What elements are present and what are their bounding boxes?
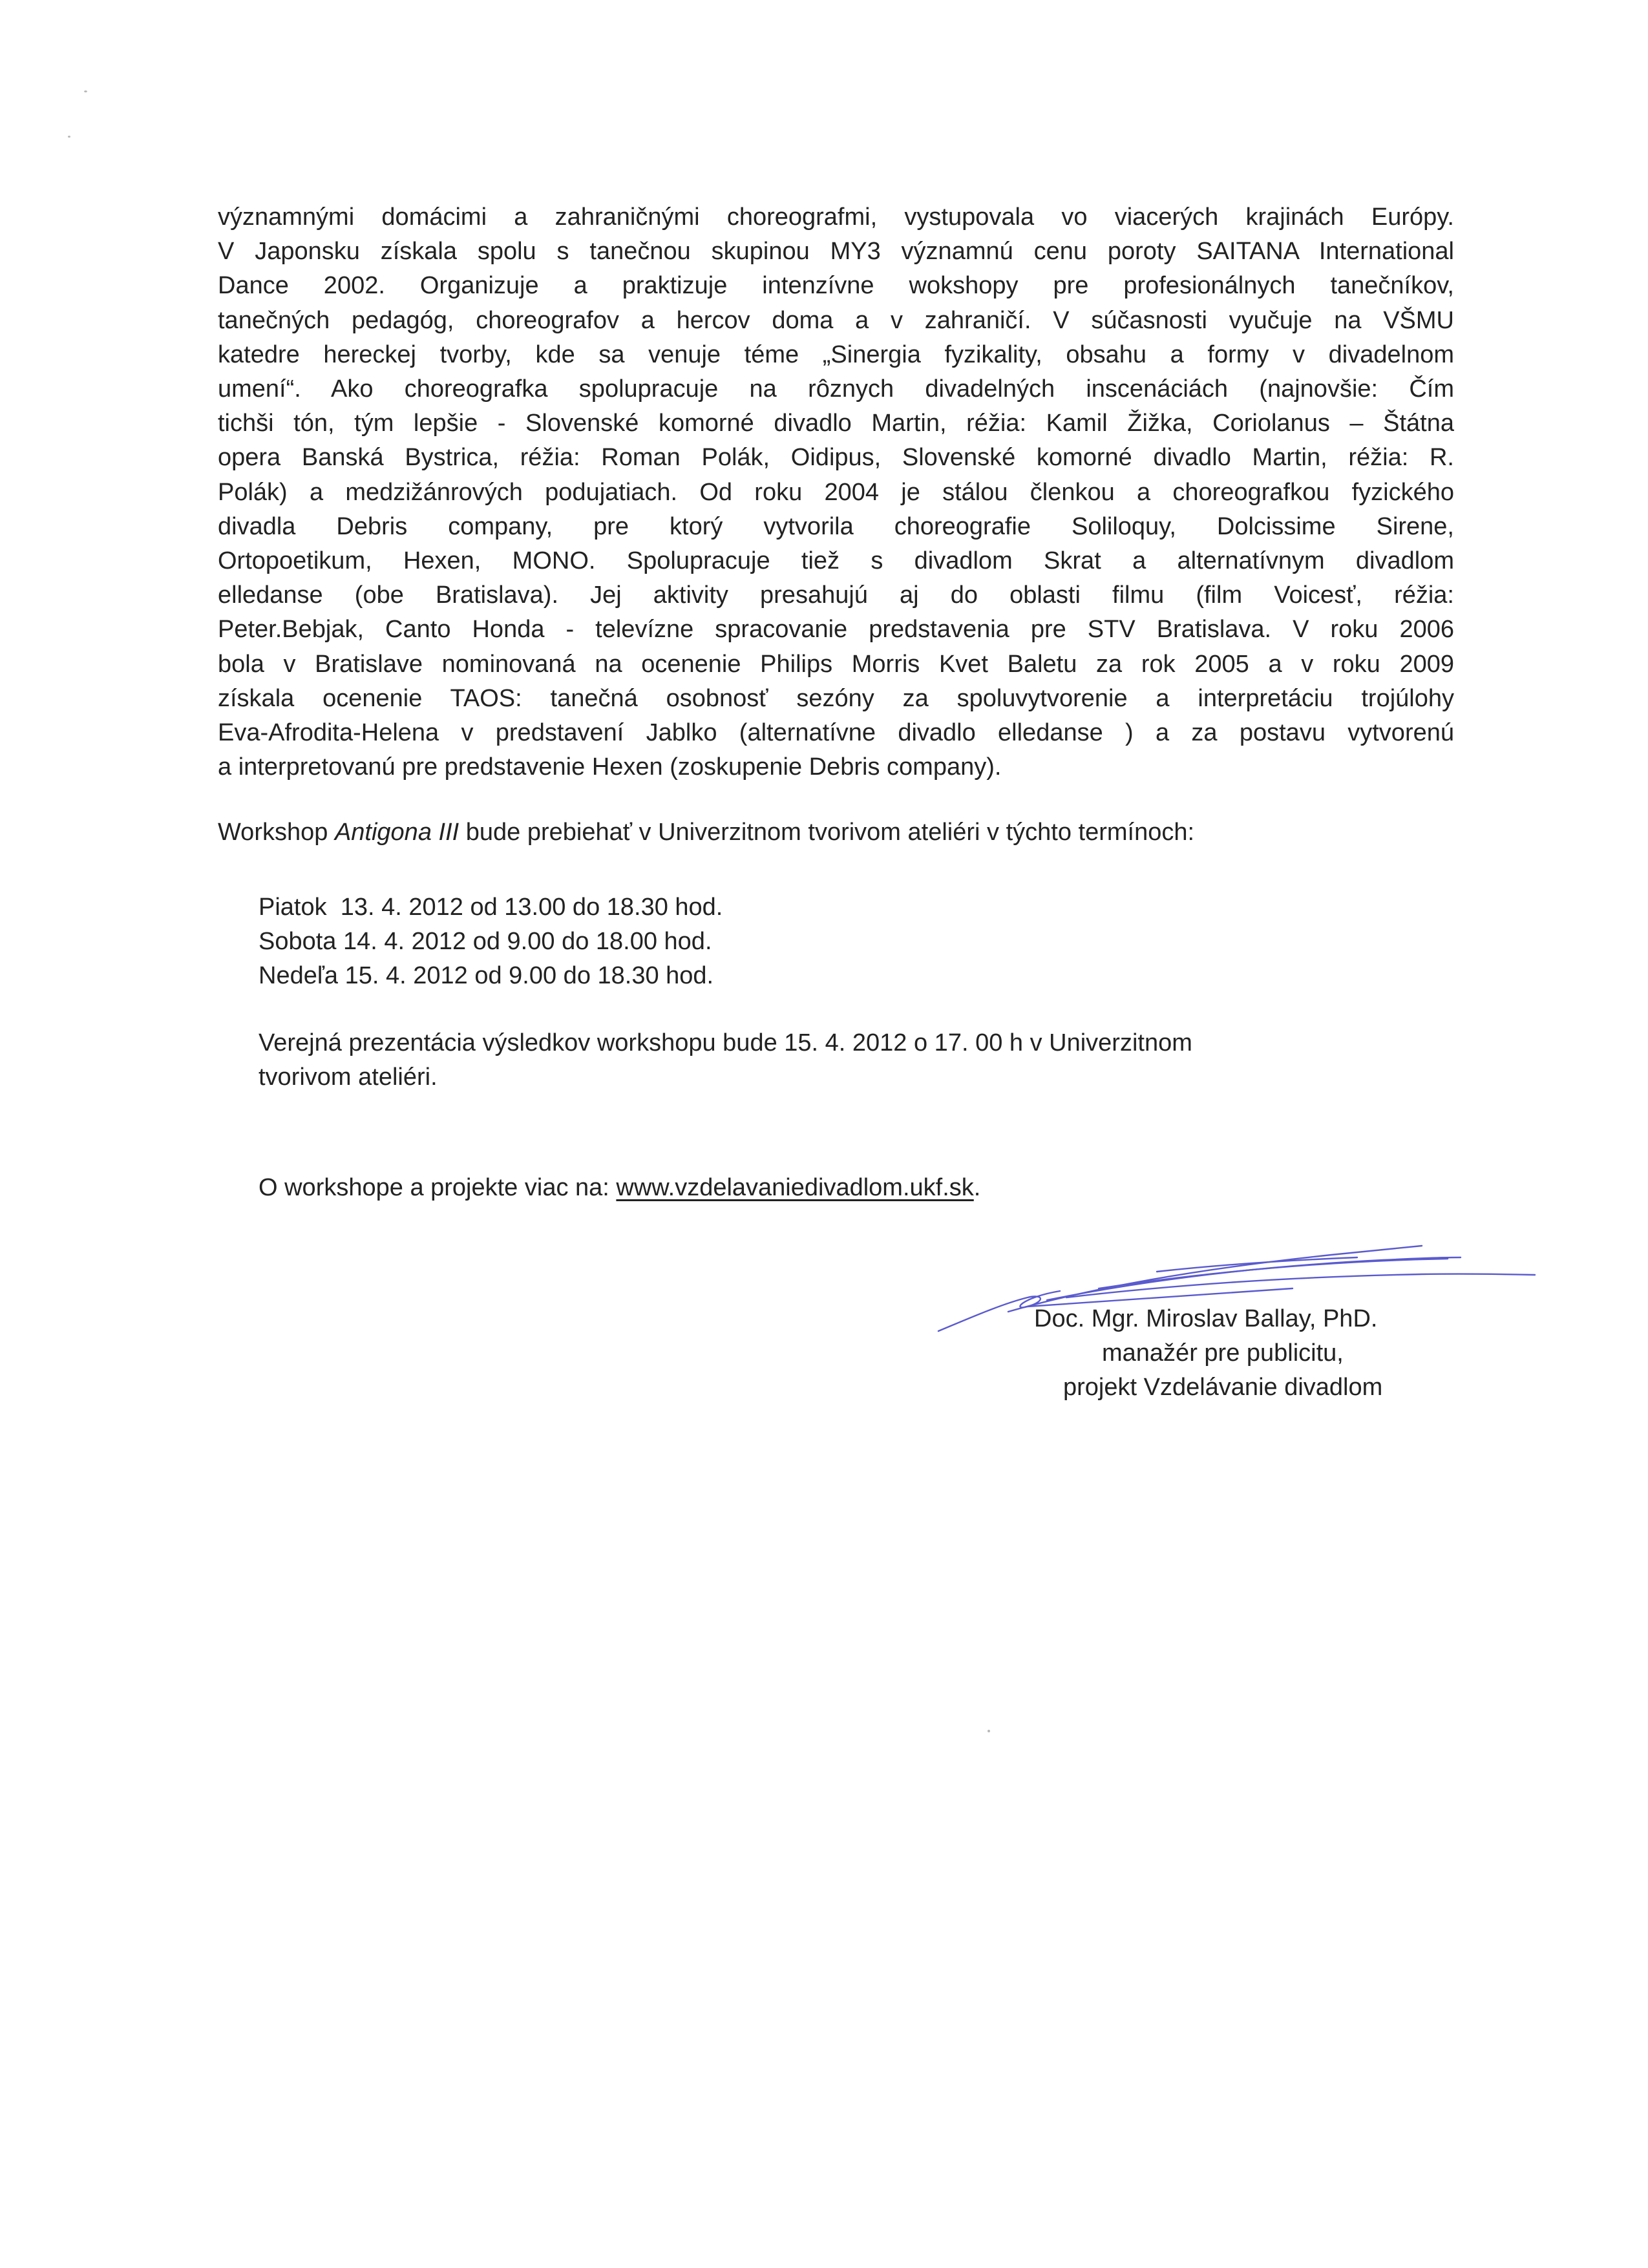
bio-line: katedre hereckej tvorby, kde sa venuje téme „Sinergia fyzikality, obsahu a formy v divadelnom — [218, 341, 1454, 368]
schedule-item: Sobota 14. 4. 2012 od 9.00 do 18.00 hod. — [259, 928, 712, 955]
bio-line: bola v Bratislave nominovaná na ocenenie Philips Morris Kvet Baletu za rok 2005 a v roku 2009 — [218, 650, 1454, 678]
bio-line: elledanse (obe Bratislava). Jej aktivity presahujú aj do oblasti filmu (film Voicesť, réžia: — [218, 582, 1454, 609]
scan-speck — [84, 90, 87, 92]
bio-line: tichši tón, tým lepšie - Slovenské komorné divadlo Martin, réžia: Kamil Žižka, Coriolanus – Štátna — [218, 410, 1454, 437]
workshop-schedule — [259, 890, 1163, 993]
signer-block — [1034, 1302, 1486, 1405]
schedule-item: Piatok 13. 4. 2012 od 13.00 do 18.30 hod. — [259, 894, 723, 921]
bio-line: V Japonsku získala spolu s tanečnou skupinou MY3 významnú cenu poroty SAITANA International — [218, 238, 1454, 266]
schedule-item: Nedeľa 15. 4. 2012 od 9.00 do 18.30 hod. — [259, 962, 714, 989]
bio-paragraph — [218, 200, 1454, 784]
more-info-suffix: . — [973, 1174, 981, 1201]
bio-line: opera Banská Bystrica, réžia: Roman Polák, Oidipus, Slovenské komorné divadlo Martin, réžia: R. — [218, 444, 1454, 472]
bio-line: Ortopoetikum, Hexen, MONO. Spolupracuje tiež s divadlom Skrat a alternatívnym divadlom — [218, 547, 1454, 575]
signer-role: manažér pre publicitu, — [1102, 1339, 1344, 1367]
project-website-link[interactable]: www.vzdelavaniedivadlom.ukf.sk — [616, 1174, 974, 1201]
more-info-prefix: O workshope a projekte viac na: — [259, 1174, 617, 1201]
bio-line: a interpretovanú pre predstavenie Hexen (zoskupenie Debris company). — [218, 753, 1002, 781]
bio-line: umení“. Ako choreografka spolupracuje na rôznych divadelných inscenáciách (najnovšie: Čím — [218, 375, 1454, 403]
signer-name: Doc. Mgr. Miroslav Ballay, PhD. — [1034, 1305, 1378, 1332]
bio-line: Peter.Bebjak, Canto Honda - televízne spracovanie predstavenia pre STV Bratislava. V roku 2006 — [218, 616, 1454, 644]
scan-speck — [988, 1730, 990, 1732]
bio-line: významnými domácimi a zahraničnými choreografmi, vystupovala vo viacerých krajinách Európy. — [218, 204, 1454, 231]
bio-line: divadla Debris company, pre ktorý vytvorila choreografie Soliloquy, Dolcissime Sirene, — [218, 512, 1454, 540]
bio-line: tanečných pedagóg, choreografov a hercov doma a v zahraničí. V súčasnosti vyučuje na VŠMU — [218, 306, 1454, 334]
scan-speck — [68, 136, 70, 138]
workshop-intro-prefix: Workshop — [218, 819, 335, 846]
workshop-title: Antigona III — [334, 819, 460, 846]
workshop-intro — [218, 815, 1454, 850]
bio-line: Polák) a medzižánrových podujatiach. Od roku 2004 je stálou členkou a choreografkou fyzického — [218, 478, 1454, 506]
bio-line: Eva-Afrodita-Helena v predstavení Jablko (alternatívne divadlo elledanse ) a za postavu vytvorenú — [218, 719, 1454, 747]
more-info — [259, 1171, 1357, 1205]
public-presentation-note — [259, 1026, 1196, 1095]
bio-line: Dance 2002. Organizuje a praktizuje intenzívne wokshopy pre profesionálnych tanečníkov, — [218, 272, 1454, 300]
workshop-intro-suffix: bude prebiehať v Univerzitnom tvorivom ateliéri v týchto termínoch: — [459, 819, 1195, 846]
presentation-line: Verejná prezentácia výsledkov workshopu bude 15. 4. 2012 o 17. 00 h v Univerzitnom — [259, 1029, 1192, 1056]
bio-line: získala ocenenie TAOS: tanečná osobnosť sezóny za spoluvytvorenie a interpretáciu trojúlohy — [218, 684, 1454, 712]
signer-project: projekt Vzdelávanie divadlom — [1063, 1374, 1383, 1401]
presentation-line: tvorivom ateliéri. — [259, 1064, 438, 1091]
